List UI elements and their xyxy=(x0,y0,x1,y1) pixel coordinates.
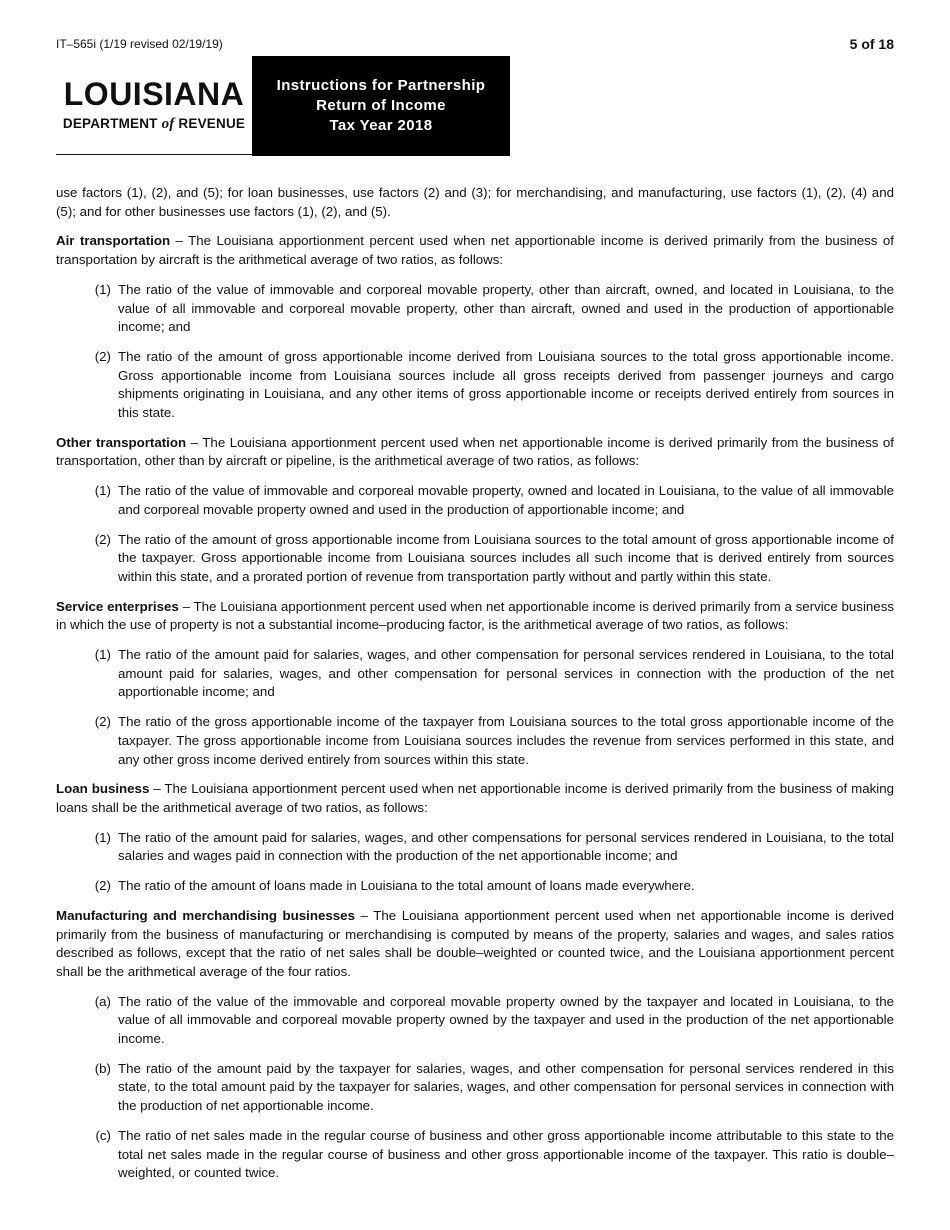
section-paragraph xyxy=(56,907,894,982)
title-line: Tax Year 2018 xyxy=(329,117,433,134)
logo-dept-post: REVENUE xyxy=(174,115,246,131)
logo-dept-of: of xyxy=(161,115,175,132)
list-item-text: The ratio of the amount paid for salaries, wages, and other compensation for personal services rendered in Louisiana, to the total amount paid for salaries, wages, and other compensation for personal services in connection with the production of the net apportionable income; and xyxy=(118,647,894,700)
page-number: 5 of 18 xyxy=(849,36,894,52)
section-text: – The Louisiana apportionment percent used when net apportionable income is derived primarily from the business of making loans shall be the arithmetical average of two ratios, as follows: xyxy=(56,781,894,815)
list-item-text: The ratio of the amount of loans made in Louisiana to the total amount of loans made everywhere. xyxy=(118,878,695,894)
section-paragraph xyxy=(56,598,894,635)
list-item xyxy=(56,829,894,866)
list-marker: (2) xyxy=(94,348,111,364)
logo-dept-pre: DEPARTMENT xyxy=(62,115,162,131)
section-text: – The Louisiana apportionment percent used when net apportionable income is derived primarily from the business of transportation, other than by aircraft or pipeline, is the arithmetical average of two ratios, as follows: xyxy=(56,434,894,469)
section-text: – The Louisiana apportionment percent used when net apportionable income is derived primarily from the business of manufacturing or merchandising is computed by means of the property, salaries and wages, and sales ratios described as follows, except that the ratio of net sales shall be double–weighted or counted twice, and the Louisiana apportionment percent shall be the arithmetical average of the four ratios. xyxy=(56,907,894,979)
section-paragraph xyxy=(56,232,894,269)
section-text: – The Louisiana apportionment percent used when net apportionable income is derived primarily from a service business in which the use of property is not a substantial income–producing factor, is the arithmetical average of two ratios, as follows: xyxy=(56,598,894,633)
list-marker: (1) xyxy=(94,483,111,499)
title-line: Return of Income xyxy=(316,97,446,114)
list-item xyxy=(56,348,894,423)
intro-paragraph: use factors (1), (2), and (5); for loan businesses, use factors (2) and (3); for merchandising, and manufacturing, use factors (1), (2), (4) and (5); and for other businesses use factors (1), (2), and (5). xyxy=(56,185,894,219)
list-item xyxy=(56,713,894,769)
list-item xyxy=(56,1060,894,1116)
section-heading: Air transportation xyxy=(56,233,171,249)
section-heading: Service enterprises xyxy=(56,598,179,614)
section-heading: Loan business xyxy=(56,781,150,797)
section-paragraph xyxy=(56,434,894,471)
list-item-text: The ratio of the amount paid for salaries, wages, and other compensations for personal services rendered in Louisiana, to the total salaries and wages paid in connection with the production of the net apportionable income; and xyxy=(118,829,894,864)
list-item-text: The ratio of the amount paid by the taxpayer for salaries, wages, and other compensation for personal services rendered in this state, to the total amount paid by the taxpayer for salaries, wages, and other compensation for personal services in connection with the production of net apportionable income. xyxy=(118,1060,894,1114)
list-marker: (c) xyxy=(95,1127,111,1143)
logo-department-name xyxy=(63,116,245,133)
list-marker: (1) xyxy=(94,829,111,845)
list-item xyxy=(56,993,894,1049)
list-marker: (1) xyxy=(94,281,111,297)
list-item-text: The ratio of the amount of gross apportionable income derived from Louisiana sources to the total gross apportionable income. Gross apportionable income from Louisiana sources include all gross receipts derived from passenger journeys and cargo shipments originating in Louisiana, and any other items of gross apportionable income or receipts derived entirely from sources in this state. xyxy=(118,348,894,421)
list-item xyxy=(56,1127,894,1183)
form-id: IT–565i (1/19 revised 02/19/19) xyxy=(56,37,223,51)
section-text: – The Louisiana apportionment percent used when net apportionable income is derived primarily from the business of transportation by aircraft is the arithmetical average of two ratios, as follows: xyxy=(56,233,894,268)
list-item xyxy=(56,281,894,337)
louisiana-revenue-logo xyxy=(56,56,252,155)
list-marker: (2) xyxy=(94,714,111,730)
list-item-text: The ratio of the value of immovable and corporeal movable property, other than aircraft, owned, and located in Louisiana, to the value of all immovable and corporeal movable property, other than aircraft, owned and used in the production of apportionable income; and xyxy=(118,281,894,335)
list-item xyxy=(56,877,894,896)
list-item xyxy=(56,482,894,519)
list-marker: (2) xyxy=(94,878,111,894)
list-marker: (b) xyxy=(94,1060,111,1076)
list-item-text: The ratio of the amount of gross apportionable income from Louisiana sources to the total amount of gross apportionable income of the taxpayer. Gross apportionable income from Louisiana sources includes all such income that is derived entirely from sources within this state, and a prorated portion of revenue from transportation partly without and partly within this state. xyxy=(118,531,894,584)
title-line: Instructions for Partnership xyxy=(276,77,486,94)
section-paragraph xyxy=(56,780,894,817)
section-heading: Other transportation xyxy=(56,434,187,450)
document-body xyxy=(56,184,894,1194)
list-item xyxy=(56,646,894,702)
list-item xyxy=(56,531,894,587)
list-item-text: The ratio of the gross apportionable income of the taxpayer from Louisiana sources to the total gross apportionable income of the taxpayer. The gross apportionable income from Louisiana sources includes the revenue from services performed in this state, and any other gross income derived entirely from sources within this state. xyxy=(118,714,894,767)
logo-state-name: LOUISIANA xyxy=(63,75,245,112)
section-heading: Manufacturing and merchandising businesses xyxy=(56,907,355,923)
list-item-text: The ratio of the value of the immovable and corporeal movable property owned by the taxpayer and located in Louisiana, to the value of all immovable and corporeal movable property owned by the taxpayer and used in the production of the net apportionable income. xyxy=(118,993,894,1047)
list-marker: (2) xyxy=(94,531,111,547)
list-marker: (a) xyxy=(94,993,111,1009)
list-item-text: The ratio of net sales made in the regular course of business and other gross apportionable income attributable to this state to the total net sales made in the regular course of business and other gross apportionable income of the taxpayer. This ratio is double–weighted, or counted twice. xyxy=(118,1127,894,1181)
list-item-text: The ratio of the value of immovable and corporeal movable property, owned and located in Louisiana, to the value of all immovable and corporeal movable property owned and used in the production of apportionable income; and xyxy=(118,483,894,517)
list-marker: (1) xyxy=(94,647,111,663)
document-title-box xyxy=(252,56,510,156)
